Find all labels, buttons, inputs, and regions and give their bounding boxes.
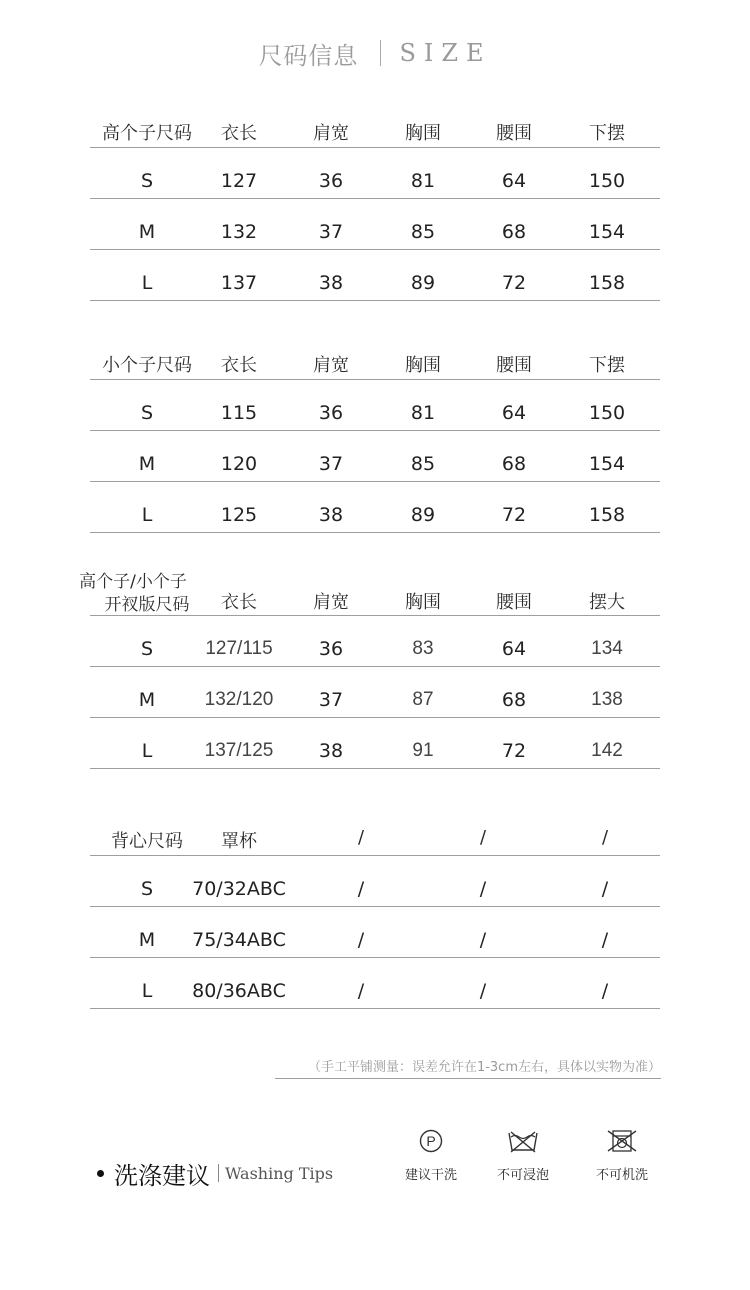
table3-header-waist: 腰围: [496, 592, 532, 613]
table3-r1-hem-width: 134: [591, 638, 623, 659]
bullet-icon: [97, 1170, 104, 1177]
table1-header-chest: 胸围: [405, 123, 441, 144]
table4-header-cup: 罩杯: [221, 831, 257, 852]
table4-r2-cup: 75/34ABC: [192, 929, 286, 951]
table3-r3-waist: 72: [501, 740, 527, 762]
table3-header-chest: 胸围: [405, 592, 441, 613]
table4-r3-empty-1: /: [357, 980, 365, 1002]
table3-r1-size: S: [140, 638, 154, 660]
table1-r2-chest: 85: [410, 221, 436, 243]
table2-r1-waist: 64: [501, 402, 527, 424]
page-header: [0, 30, 750, 76]
table4-header-size: 背心尺码: [111, 831, 183, 852]
table2-r1-size: S: [140, 402, 154, 424]
table-row: [90, 718, 660, 769]
table1-header-length: 衣长: [221, 123, 257, 144]
table4-r1-empty-2: /: [479, 878, 487, 900]
table1-r3-chest: 89: [410, 272, 436, 294]
table1-header-shoulder: 肩宽: [313, 123, 349, 144]
header-divider: [380, 40, 381, 66]
table2-header-shoulder: 肩宽: [313, 355, 349, 376]
table3-r1-length: 127/115: [205, 638, 273, 659]
table1-header-hem: 下摆: [589, 123, 625, 144]
washing-title-en: Washing Tips: [225, 1163, 334, 1183]
dry-clean-icon: [418, 1128, 444, 1154]
table2-r2-chest: 85: [410, 453, 436, 475]
table3-r2-waist: 68: [501, 689, 527, 711]
table2-header-hem: 下摆: [589, 355, 625, 376]
table3-r2-size: M: [138, 689, 156, 711]
table-row: [90, 250, 660, 301]
washing-divider: [218, 1164, 219, 1182]
table1-header-row: [90, 115, 660, 148]
table1-r3-shoulder: 38: [318, 272, 344, 294]
table2-header-length: 衣长: [221, 355, 257, 376]
table4-r1-cup: 70/32ABC: [192, 878, 286, 900]
table-row: [90, 482, 660, 533]
table4-r3-cup: 80/36ABC: [192, 980, 286, 1002]
table3-header-shoulder: 肩宽: [313, 592, 349, 613]
table3-r3-hem-width: 142: [591, 740, 623, 761]
header-title-cn: 尺码信息: [258, 41, 359, 70]
table1-r3-length: 137: [220, 272, 258, 294]
table1-r3-size: L: [141, 272, 153, 294]
table1-r3-hem: 158: [588, 272, 626, 294]
table4-r2-empty-2: /: [479, 929, 487, 951]
table2-header-chest: 胸围: [405, 355, 441, 376]
table3-header-size-line2: 开衩版尺码: [104, 595, 190, 615]
table3-r3-size: L: [141, 740, 153, 762]
header-title-en: SIZE: [399, 39, 492, 67]
table1-r2-hem: 154: [588, 221, 626, 243]
table3-r2-length: 132/120: [204, 689, 274, 710]
table3-r1-waist: 64: [501, 638, 527, 660]
table1-r3-waist: 72: [501, 272, 527, 294]
table3-r2-hem-width: 138: [591, 689, 623, 710]
table1-r1-length: 127: [220, 170, 258, 192]
measurement-note: （手工平铺测量：误差允许在1-3cm左右，具体以实物为准）: [275, 1056, 661, 1079]
table2-r3-hem: 158: [588, 504, 626, 526]
table4-r1-size: S: [140, 878, 154, 900]
table1-r2-shoulder: 37: [318, 221, 344, 243]
table4-header-empty-2: /: [479, 827, 487, 848]
table-row: [90, 667, 660, 718]
table1-r1-hem: 150: [588, 170, 626, 192]
table3-header-hem-width: 摆大: [589, 592, 625, 613]
table4-r3-size: L: [141, 980, 153, 1002]
table2-r1-hem: 150: [588, 402, 626, 424]
table3-header-size-line1: 高个子/小个子: [79, 572, 187, 592]
table-row: [90, 958, 660, 1009]
table4-r2-empty-1: /: [357, 929, 365, 951]
table-row: [90, 907, 660, 958]
table3-r3-shoulder: 38: [318, 740, 344, 762]
table2-r2-length: 120: [220, 453, 258, 475]
table2-r3-length: 125: [220, 504, 258, 526]
table2-r1-shoulder: 36: [318, 402, 344, 424]
table2-r2-waist: 68: [501, 453, 527, 475]
table1-r1-shoulder: 36: [318, 170, 344, 192]
care-label-no-machine-wash: 不可机洗: [595, 1168, 648, 1183]
table-row: [90, 148, 660, 199]
table3-header-length: 衣长: [221, 592, 257, 613]
table4-r3-empty-3: /: [601, 980, 609, 1002]
table2-r3-chest: 89: [410, 504, 436, 526]
svg-text:P: P: [426, 1133, 436, 1149]
table2-r3-size: L: [141, 504, 153, 526]
table-row: [90, 431, 660, 482]
table1-r1-chest: 81: [410, 170, 436, 192]
care-label-dry-clean: 建议干洗: [404, 1168, 457, 1183]
no-machine-wash-icon: [605, 1128, 639, 1154]
table4-header-empty-1: /: [357, 827, 365, 848]
table4-r1-empty-3: /: [601, 878, 609, 900]
table4-r1-empty-1: /: [357, 878, 365, 900]
table4-r3-empty-2: /: [479, 980, 487, 1002]
table2-header-size: 小个子尺码: [102, 355, 192, 376]
care-item-dry-clean: [391, 1128, 471, 1183]
table2-r2-size: M: [138, 453, 156, 475]
table1-header-waist: 腰围: [496, 123, 532, 144]
care-item-no-machine-wash: [582, 1128, 662, 1183]
table4-header-empty-3: /: [601, 827, 609, 848]
table2-r2-hem: 154: [588, 453, 626, 475]
table3-r1-chest: 83: [412, 638, 434, 659]
washing-title-cn: 洗涤建议: [114, 1161, 210, 1190]
table3-header-row: [79, 567, 660, 616]
table1-header-size: 高个子尺码: [102, 123, 192, 144]
table2-r2-shoulder: 37: [318, 453, 344, 475]
table1-r2-size: M: [138, 221, 156, 243]
table2-r1-length: 115: [220, 402, 258, 424]
table-row: [90, 199, 660, 250]
table2-header-waist: 腰围: [496, 355, 532, 376]
washing-tips-title: [97, 1155, 333, 1191]
table2-r3-shoulder: 38: [318, 504, 344, 526]
table1-r1-size: S: [140, 170, 154, 192]
table3-r3-length: 137/125: [204, 740, 274, 761]
table1-r2-length: 132: [220, 221, 258, 243]
table3-r2-chest: 87: [412, 689, 434, 710]
table2-r3-waist: 72: [501, 504, 527, 526]
table-row: [90, 856, 660, 907]
care-label-no-soak: 不可浸泡: [496, 1168, 549, 1183]
table4-header-row: [90, 823, 660, 856]
table-row: [90, 380, 660, 431]
table3-r1-shoulder: 36: [318, 638, 344, 660]
table2-header-row: [90, 347, 660, 380]
care-item-no-soak: [483, 1128, 563, 1183]
table4-r2-empty-3: /: [601, 929, 609, 951]
table1-r2-waist: 68: [501, 221, 527, 243]
table4-r2-size: M: [138, 929, 156, 951]
table3-r2-shoulder: 37: [318, 689, 344, 711]
table-row: [90, 616, 660, 667]
table3-r3-chest: 91: [412, 740, 434, 761]
no-soak-icon: [507, 1128, 539, 1154]
table1-r1-waist: 64: [501, 170, 527, 192]
table2-r1-chest: 81: [410, 402, 436, 424]
